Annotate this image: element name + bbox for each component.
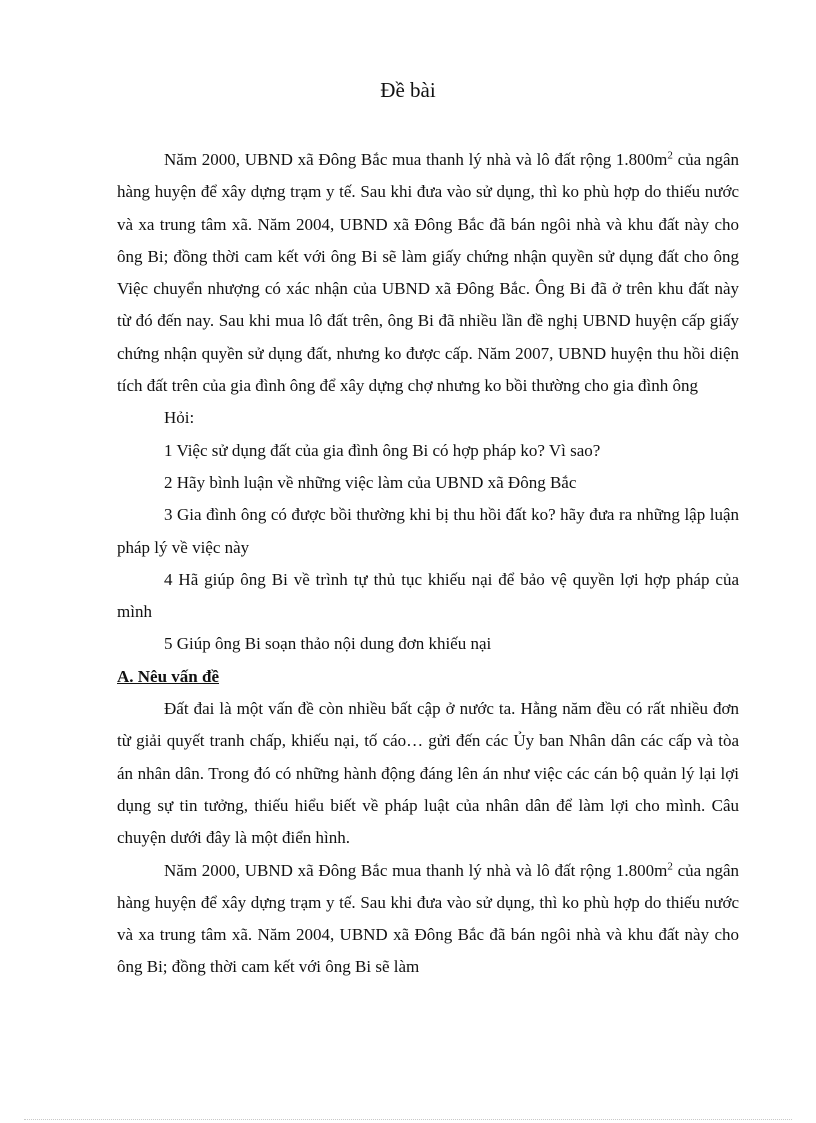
question-item: 3 Gia đình ông có được bồi thường khi bị thu hồi đất ko? hãy đưa ra những lập luận pháp lý về việc này: [117, 505, 739, 557]
question-item: 1 Việc sử dụng đất của gia đình ông Bi có hợp pháp ko? Vì sao?: [164, 440, 601, 460]
document-body: [117, 144, 739, 984]
area-superscript: 2: [667, 149, 673, 162]
problem-text: Năm 2000, UBND xã Đông Bắc mua thanh lý nhà và lô đất rộng 1.800m: [164, 150, 668, 169]
question-item: 4 Hã giúp ông Bi về trình tự thủ tục khiếu nại để bảo vệ quyền lợi hợp pháp của mình: [117, 569, 739, 622]
section-a-heading: A. Nêu vấn đề: [117, 666, 220, 686]
problem-paragraph: [117, 144, 739, 402]
question-item: 2 Hãy bình luận về những việc làm của UBND xã Đông Bắc: [164, 472, 577, 492]
problem-continuation: của ngân hàng huyện để xây dựng trạm y tế. Sau khi đưa vào sử dụng, thì ko phù hợp do thiếu nước và xa trung tâm xã. Năm 2004, UBND xã Đông Bắc đã bán ngôi nhà và khu đất này cho ông Bi; đồng thời cam kết với ông Bi sẽ làm giấy chứng nhận quyền sử dụng đất cho ông Việc chuyển nhượng có xác nhận của UBND xã Đông Bắc. Ông Bi đã ở trên khu đất này từ đó đến nay. Sau khi mua lô đất trên, ông Bi đã nhiều lần đề nghị UBND huyện cấp giấy chứng nhận quyền sử dụng đất, nhưng ko được cấp. Năm 2007, UBND huyện thu hồi diện tích đất trên của gia đình ông để xây dựng chợ nhưng ko bồi thường cho gia đình ông: [117, 150, 739, 396]
section-a-repeat-paragraph: [117, 855, 739, 984]
questions-label: Hỏi:: [164, 408, 195, 428]
page-bottom-divider: [24, 1119, 792, 1120]
repeat-continuation: của ngân hàng huyện để xây dựng trạm y tế. Sau khi đưa vào sử dụng, thì ko phù hợp do thiếu nước và xa trung tâm xã. Năm 2004, UBND xã Đông Bắc đã bán ngôi nhà và khu đất này cho ông Bi; đồng thời cam kết với ông Bi sẽ làm: [117, 860, 739, 977]
page-title: Đề bài: [380, 78, 436, 102]
repeat-text: Năm 2000, UBND xã Đông Bắc mua thanh lý nhà và lô đất rộng 1.800m: [164, 860, 668, 880]
question-item: 5 Giúp ông Bi soạn thảo nội dung đơn khiếu nại: [164, 634, 492, 654]
section-a-intro: Đất đai là một vấn đề còn nhiều bất cập ở nước ta. Hằng năm đều có rất nhiều đơn từ giải quyết tranh chấp, khiếu nại, tố cáo… gửi đến các Ủy ban Nhân dân các cấp và tòa án nhân dân. Trong đó có những hành động đáng lên án như việc các cán bộ quản lý lại lợi dụng sự tin tưởng, thiếu hiểu biết về pháp luật của nhân dân để làm lợi cho mình. Câu chuyện dưới đây là một điển hình.: [117, 699, 739, 848]
repeat-superscript: 2: [667, 859, 673, 872]
